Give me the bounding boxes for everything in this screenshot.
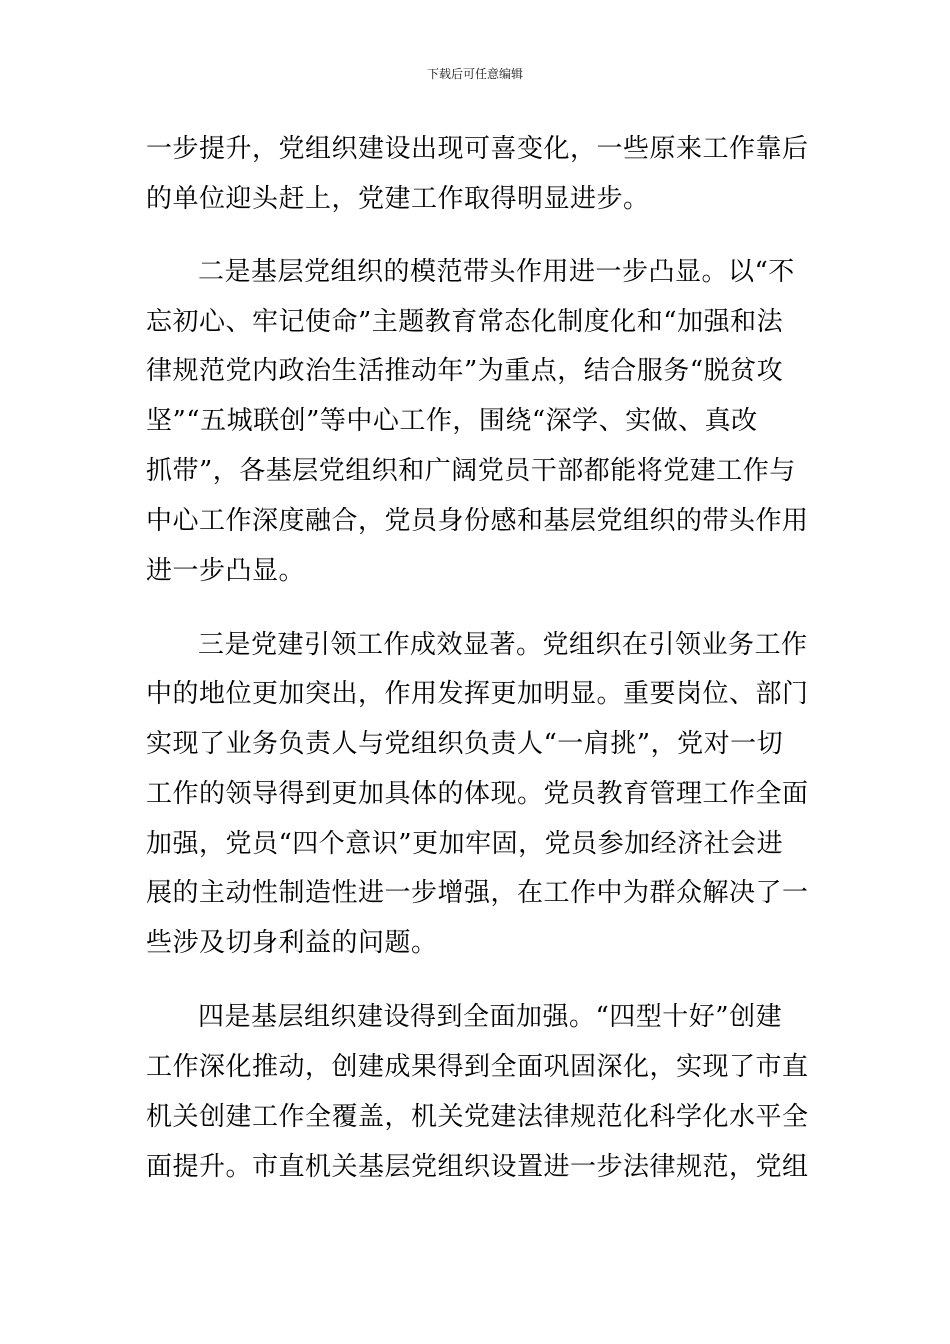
paragraph-1-line-1: 一步提升，党组织建设出现可喜变化，一些原来工作靠后 — [146, 134, 809, 164]
paragraph-3-line-1: 三是党建引领工作成效显著。党组织在引领业务工作 — [198, 630, 808, 660]
paragraph-2-line-7: 进一步凸显。 — [146, 556, 306, 586]
paragraph-2-line-2: 忘初心、牢记使命”主题教育常态化制度化和“加强和法 — [146, 307, 784, 337]
paragraph-4-line-1: 四是基层组织建设得到全面加强。“四型十好”创建 — [198, 1002, 783, 1032]
paragraph-2-line-4: 坚”“五城联创”等中心工作，围绕“深学、实做、真改 — [146, 406, 758, 436]
page-header: 下载后可任意编辑 — [426, 67, 523, 81]
paragraph-2-line-1: 二是基层党组织的模范带头作用进一步凸显。以“不 — [198, 257, 795, 287]
paragraph-2-line-5: 抓带”，各基层党组织和广阔党员干部都能将党建工作与 — [146, 456, 796, 486]
paragraph-3-line-3: 实现了业务负责人与党组织负责人“一肩挑”，党对一切 — [146, 729, 784, 759]
paragraph-1-line-2: 的单位迎头赶上，党建工作取得明显进步。 — [146, 184, 650, 214]
paragraph-3-line-4: 工作的领导得到更加具体的体现。党员教育管理工作全面 — [146, 779, 809, 809]
paragraph-3-line-2: 中的地位更加突出，作用发挥更加明显。重要岗位、部门 — [146, 679, 809, 709]
paragraph-3-line-7: 些涉及切身利益的问题。 — [146, 928, 438, 958]
paragraph-2-line-3: 律规范党内政治生活推动年”为重点，结合服务“脱贫攻 — [146, 356, 784, 386]
paragraph-3-line-6: 展的主动性制造性进一步增强，在工作中为群众解决了一 — [146, 878, 809, 908]
paragraph-4-line-2: 工作深化推动，创建成果得到全面巩固深化，实现了市直 — [146, 1052, 809, 1082]
paragraph-3-line-5: 加强，党员“四个意识”更加牢固，党员参加经济社会进 — [146, 829, 784, 859]
paragraph-4-line-4: 面提升。市直机关基层党组织设置进一步法律规范，党组 — [146, 1152, 809, 1182]
paragraph-4-line-3: 机关创建工作全覆盖，机关党建法律规范化科学化水平全 — [146, 1102, 809, 1132]
paragraph-2-line-6: 中心工作深度融合，党员身份感和基层党组织的带头作用 — [146, 506, 809, 536]
